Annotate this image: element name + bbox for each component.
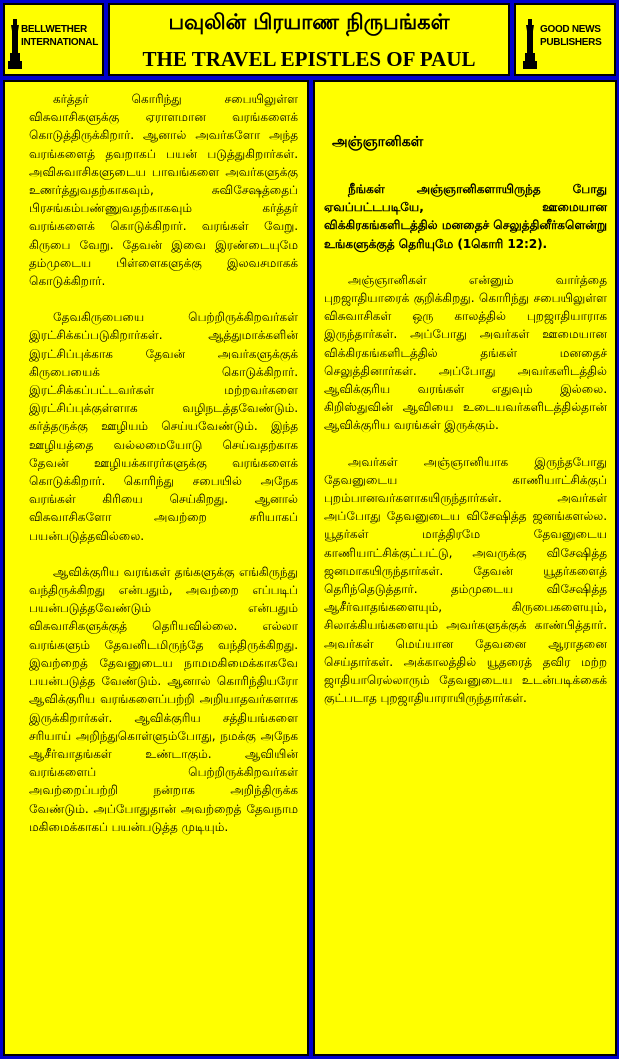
tower-icon (522, 19, 538, 69)
title-english: THE TRAVEL EPISTLES OF PAUL (142, 47, 476, 71)
left-column (3, 80, 309, 1056)
logo-right-text: GOOD NEWS PUBLISHERS (540, 24, 602, 48)
title-box (108, 3, 510, 76)
left-paragraph-2: தேவகிருபையை பெற்றிருக்கிறவர்கள் இரட்சிக்கப்படுகிறார்கள். ஆத்துமாக்களின் இரட்சிப்புக்காக தேவன் அவர்களுக்குக் கிருபையைக் கொடுக்கிறார். இரட்சிக்கப்பட்டவர்கள் மற்றவர்களை இரட்சிப்புக்குள்ளாக வழிநடத்தவேண்டும். கர்த்தருக்கு ஊழியம் செய்யவேண்டும். இந்த ஊழியத்தை வல்லமையோடு செய்வதற்காக தேவன் ஊழியக்காரர்களுக்கு வரங்களைக் கொடுக்கிறார். கொரிந்து சபையில் அநேக வரங்கள் கிரியை செய்கிறது. ஆனால் விசுவாசிகளோ அவற்றை சரியாகப் பயன்படுத்தவில்லை. (29, 310, 298, 543)
right-column (313, 80, 617, 1056)
scripture-verse: நீங்கள் அஞ்ஞானிகளாயிருந்த போது ஏவப்பட்டபடியே, ஊமையான விக்கிரகங்களிடத்தில் மனதைச் செலுத்தினீர்களென்று உங்களுக்குத் தெரியுமே (1கொரி 12:2). (324, 182, 607, 251)
left-paragraph-3: ஆவிக்குரிய வரங்கள் தங்களுக்கு எங்கிருந்து வந்திருக்கிறது என்பதும், அவற்றை எப்படிப் பயன்படுத்தவேண்டும் என்பதும் விசுவாசிகளுக்குத் தெரியவில்லை. எல்லா வரங்களும் தேவனிடமிருந்தே வந்திருக்கிறது. இவற்றைத் தேவனுடைய நாமமகிமைக்காகவே பயன்படுத்த வேண்டும். ஆனால் கொரிந்தியரோ ஆவிக்குரிய வரங்களைப்பற்றி அறியாதவர்களாக இருக்கிறார்கள். ஆவிக்குரிய சத்தியங்களை சரியாய் அறிந்துகொள்ளும்போது, நமக்கு அநேக ஆசீர்வாதங்கள் உண்டாகும். ஆவியின் வரங்களைப் பெற்றிருக்கிறவர்கள் அவற்றைப்பற்றி நன்றாக அறிந்திருக்க வேண்டும். அப்போதுதான் அவற்றைத் தேவநாம மகிமைக்காகப் பயன்படுத்த முடியும். (29, 564, 298, 834)
good-news-logo (514, 3, 616, 76)
section-heading: அஞ்ஞானிகள் (332, 134, 424, 150)
tower-icon (8, 19, 22, 69)
logo-left-text: BELLWETHER INTERNATIONAL (21, 24, 99, 48)
title-tamil: பவுலின் பிரயாண நிருபங்கள் (168, 10, 450, 34)
header-banner (0, 0, 619, 80)
right-paragraph-2: அவர்கள் அஞ்ஞானியாக இருந்தபோது தேவனுடைய காணியாட்சிக்குப் புறம்பானவர்களாகயிருந்தார்கள். அவர்கள் அப்போது தேவனுடைய விசேஷித்த ஜனங்களல்ல. யூதர்கள் மாத்திரமே தேவனுடைய காணியாட்சிக்குட்பட்டு, அவருக்கு விசேஷித்த ஜனமாகயிருந்தார்கள். தேவன் யூதர்களைத் தெரிந்தெடுத்தார். தம்முடைய விசேஷித்த ஆசீர்வாதங்களையும், கிருபைகளையும், சிலாக்கியங்களையும் அவர்களுக்குக் காண்பித்தார். அவர்கள் மெய்யான தேவனை ஆராதனை செய்தார்கள். அக்காலத்தில் யூதரைத் தவிர மற்ற ஜாதியாரெல்லாரும் தேவனுடைய உடன்படிக்கைக் குட்படாத புறஜாதியாராயிருந்தார்கள். (324, 454, 607, 706)
bellwether-logo (3, 3, 104, 76)
left-paragraph-1: கர்த்தர் கொரிந்து சபையிலுள்ள விசுவாசிகளுக்கு ஏராளமான வரங்களைக் கொடுத்திருக்கிறார். ஆனால் அவர்களோ அந்த வரங்களைத் தவறாகப் பயன் படுத்துகிறார்கள். அவிசுவாசிகளுடைய பாவங்களை அவர்களுக்கு உணர்த்துவதற்காகவும், சுவிசேஷத்தைப் பிரசங்கம்பண்ணுவதற்காகவும் கர்த்தர் வரங்களைக் கொடுக்கிறார். வரங்கள் வேறு. கிருபை வேறு. தேவன் இவை இரண்டையுமே தம்முடைய பிள்ளைகளுக்கு இலவசமாகக் கொடுக்கிறார். (29, 92, 298, 289)
right-paragraph-1: அஞ்ஞானிகள் என்னும் வார்த்தை புறஜாதியாரைக் குறிக்கிறது. கொரிந்து சபையிலுள்ள விசுவாசிகள் ஒரு காலத்தில் புறஜாதியாராக இருந்தார்கள். அப்போது அவர்கள் ஊமையான விக்கிரகங்களிடத்தில் தங்கள் மனதைச் செலுத்தினார்கள். அப்போது அவர்களிடத்தில் ஆவிக்குரிய வரங்கள் எதுவும் இல்லை. கிறிஸ்துவின் ஆவியை உடையவர்களிடத்தில்தான் ஆவிக்குரிய வரங்கள் இருக்கும். (324, 272, 607, 433)
